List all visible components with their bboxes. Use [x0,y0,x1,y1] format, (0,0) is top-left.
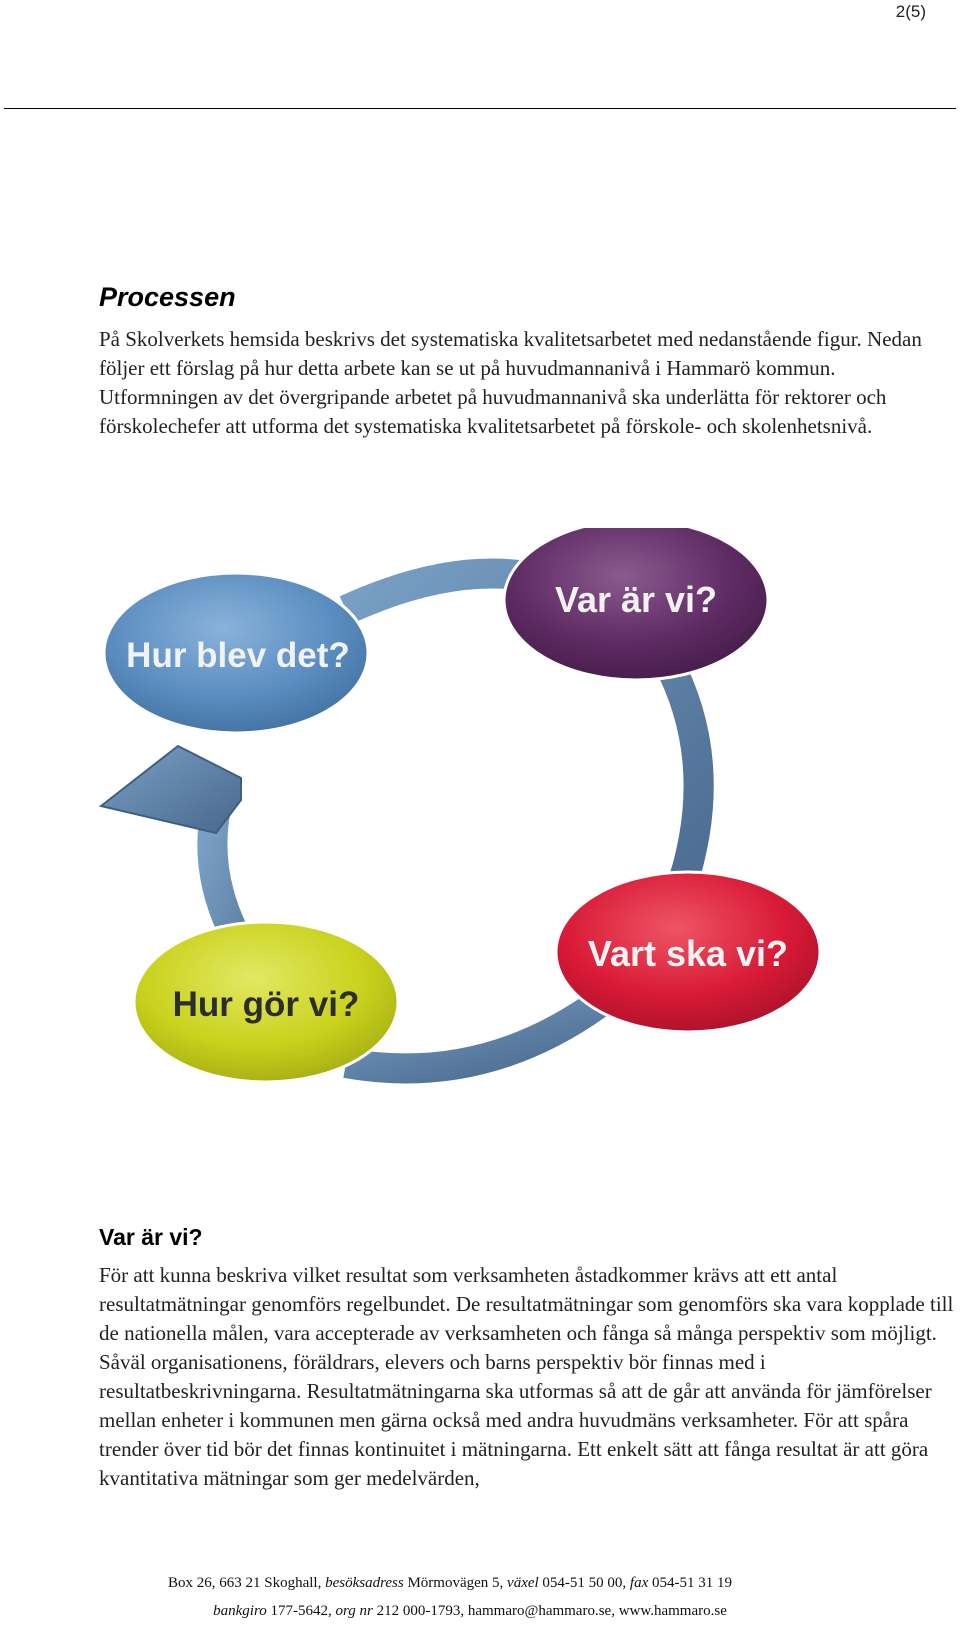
bubble-label-var-ar-vi: Var är vi? [554,579,718,620]
section-heading-processen: Processen [99,282,236,312]
page-number: 2(5) [895,2,926,21]
footer-org-label: org nr [335,1603,373,1619]
footer-visit-label: besöksadress [325,1575,404,1591]
bubble-label-hur-gor-vi: Hur gör vi? [172,985,360,1024]
header-rule [4,108,956,109]
footer-org-value: 212 000-1793, hammaro@hammaro.se, www.hammaro.se [376,1603,727,1619]
var-ar-vi-paragraph: För att kunna beskriva vilket resultat som verksamheten åstadkommer krävs att ett antal resultatmätningar genomförs regelbundet. De resultatmätningar som genomförs ska vara kopplade till de nationella målen, vara accepterade av verksamheten och fånga så många perspektiv som möjligt. Såväl organisationens, föräldrars, elevers och barns perspektiv bör finnas med i resultatbeskrivningarna. Resultatmätningarna ska utformas så att de går att använda för jämförelser mellan enheter i kommunen men gärna också med andra huvudmäns verksamheter. För att spåra trender över tid bör det finnas kontinuitet i mätningarna. Ett enkelt sätt att fånga resultat är att göra kvantitativa mätningar som ger medelvärden, [99,1263,954,1490]
footer-bankgiro-label: bankgiro [213,1603,267,1619]
section-heading-var-ar-vi: Var är vi? [99,1224,203,1250]
quality-cycle-figure [96,528,836,1108]
intro-paragraph: På Skolverkets hemsida beskrivs det systematiska kvalitetsarbetet med nedanstående figur. Nedan följer ett förslag på hur detta arbete kan se ut på huvudmannanivå i Hammarö kommun. Utformningen av det övergripande arbetet på huvudmannanivå ska underlätta för rektorer och förskolechefer att utforma det systematiska kvalitetsarbetet på förskole- och skolenhetsnivå. [99,327,922,438]
footer-fax-label: fax [629,1575,649,1591]
footer-contact-line [0,1575,930,1592]
footer-bankgiro-value: 177-5642, [270,1603,332,1619]
footer-fax-value: 054-51 31 19 [652,1575,732,1591]
footer-switch-label: växel [507,1575,539,1591]
footer-bank-line [0,1603,950,1620]
bubble-var-ar-vi [504,528,768,680]
bubble-hur-blev-det [104,573,368,733]
bubble-label-hur-blev-det: Hur blev det? [126,636,350,675]
bubble-vart-ska-vi [556,872,820,1032]
footer-visit-value: Mörmovägen 5, [407,1575,504,1591]
cycle-arrow-head [101,746,241,833]
footer-switch-value: 054-51 50 00, [542,1575,627,1591]
bubble-label-vart-ska-vi: Vart ska vi? [587,933,789,974]
bubble-hur-gor-vi [134,922,398,1082]
footer-address: Box 26, 663 21 Skoghall, [168,1575,322,1591]
